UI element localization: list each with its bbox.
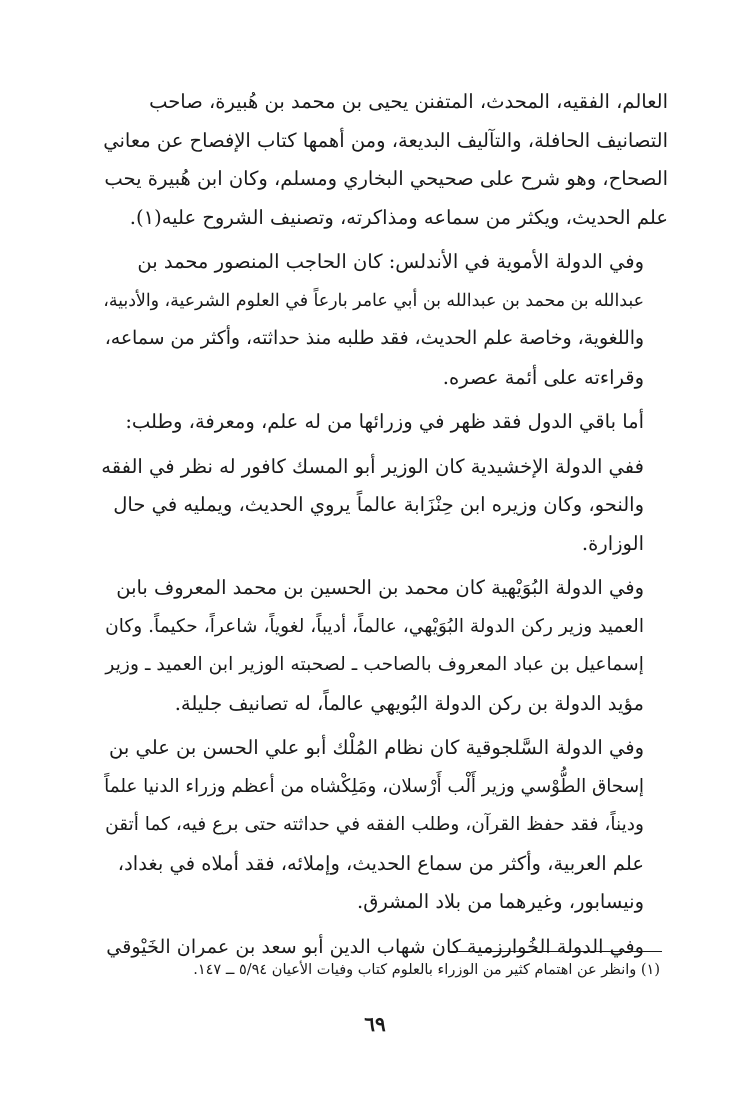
text-line: وفي الدولة البُوَيْهية كان محمد بن الحسين بن محمد المعروف بابن — [116, 576, 644, 599]
text-line: علم العربية، وأكثر من سماع الحديث، وإملائه، فقد أملاه في بغداد، — [117, 851, 644, 875]
paragraph-5 — [100, 569, 668, 723]
text-line: إسحاق الطُّوْسي وزير أَلْب أَرْسلان، ومَلِكْشاه من أعظم وزراء الدنيا علماً — [104, 775, 644, 797]
text-line: وديناً، فقد حفظ القرآن، وطلب الفقه في حداثته حتى برع فيه، كما أتقن — [105, 814, 644, 835]
text-line: وفي الدولة الخُوارزمية كان شهاب الدين أبو سعد بن عمران الخَيْوقي — [106, 934, 644, 958]
text-line: الصحاح، وهو شرح على صحيحي البخاري ومسلم، وكان ابن هُبيرة يحب — [104, 167, 668, 190]
text-line: إسماعيل بن عباد المعروف بالصاحب ـ لصحبته الوزير ابن العميد ـ وزير — [105, 654, 644, 675]
text-line: عبدالله بن محمد بن عبدالله بن أبي عامر بارعاً في العلوم الشرعية، والأدبية، — [103, 290, 644, 311]
paragraph-1 — [100, 83, 668, 237]
text-line: واللغوية، وخاصة علم الحديث، فقد طلبه منذ حداثته، وأكثر من سماعه، — [104, 328, 644, 349]
text-line: علم الحديث، ويكثر من سماعه ومذاكرته، وتصنيف الشروح عليه(١). — [129, 205, 668, 229]
text-line: العميد وزير ركن الدولة البُوَيْهي، عالماً، أديباً، لغوياً، شاعراً، حكيماً. وكان — [105, 615, 644, 637]
text-line: ففي الدولة الإخشيدية كان الوزير أبو المسك كافور له نظر في الفقه — [101, 454, 644, 478]
text-line: وقراءته على أئمة عصره. — [442, 365, 644, 389]
paragraph-2 — [100, 243, 668, 397]
paragraph-3 — [100, 403, 668, 442]
paragraph-4 — [100, 448, 668, 564]
text-line: أما باقي الدول فقد ظهر في وزرائها من له علم، ومعرفة، وطلب: — [125, 410, 644, 433]
page-number: ٦٩ — [364, 1012, 386, 1036]
text-line: وفي الدولة الأموية في الأندلس: كان الحاجب المنصور محمد بن — [137, 250, 644, 273]
footnote-divider — [448, 951, 662, 952]
text-line: الوزارة. — [581, 531, 644, 555]
paragraph-6 — [100, 729, 668, 922]
page-body — [100, 83, 668, 966]
text-line: والنحو، وكان وزيره ابن حِنْزَابة عالماً يروي الحديث، ويمليه في حال — [113, 493, 644, 516]
text-line: التصانيف الحافلة، والتآليف البديعة، ومن أهمها كتاب الإفصاح عن معاني — [103, 128, 668, 152]
footnote: (١) وانظر عن اهتمام كثير من الوزراء بالعلوم كتاب وفيات الأعيان ٥/٩٤ ــ ١٤٧. — [193, 962, 660, 978]
text-line: وفي الدولة السَّلجوقية كان نظام المُلْك أبو علي الحسن بن علي بن — [109, 736, 644, 759]
text-line: مؤيد الدولة بن ركن الدولة البُويهي عالماً، له تصانيف جليلة. — [174, 691, 644, 715]
text-line: ونيسابور، وغيرهما من بلاد المشرق. — [357, 890, 644, 913]
text-line: العالم، الفقيه، المحدث، المتفنن يحيى بن محمد بن هُبيرة، صاحب — [149, 90, 668, 113]
